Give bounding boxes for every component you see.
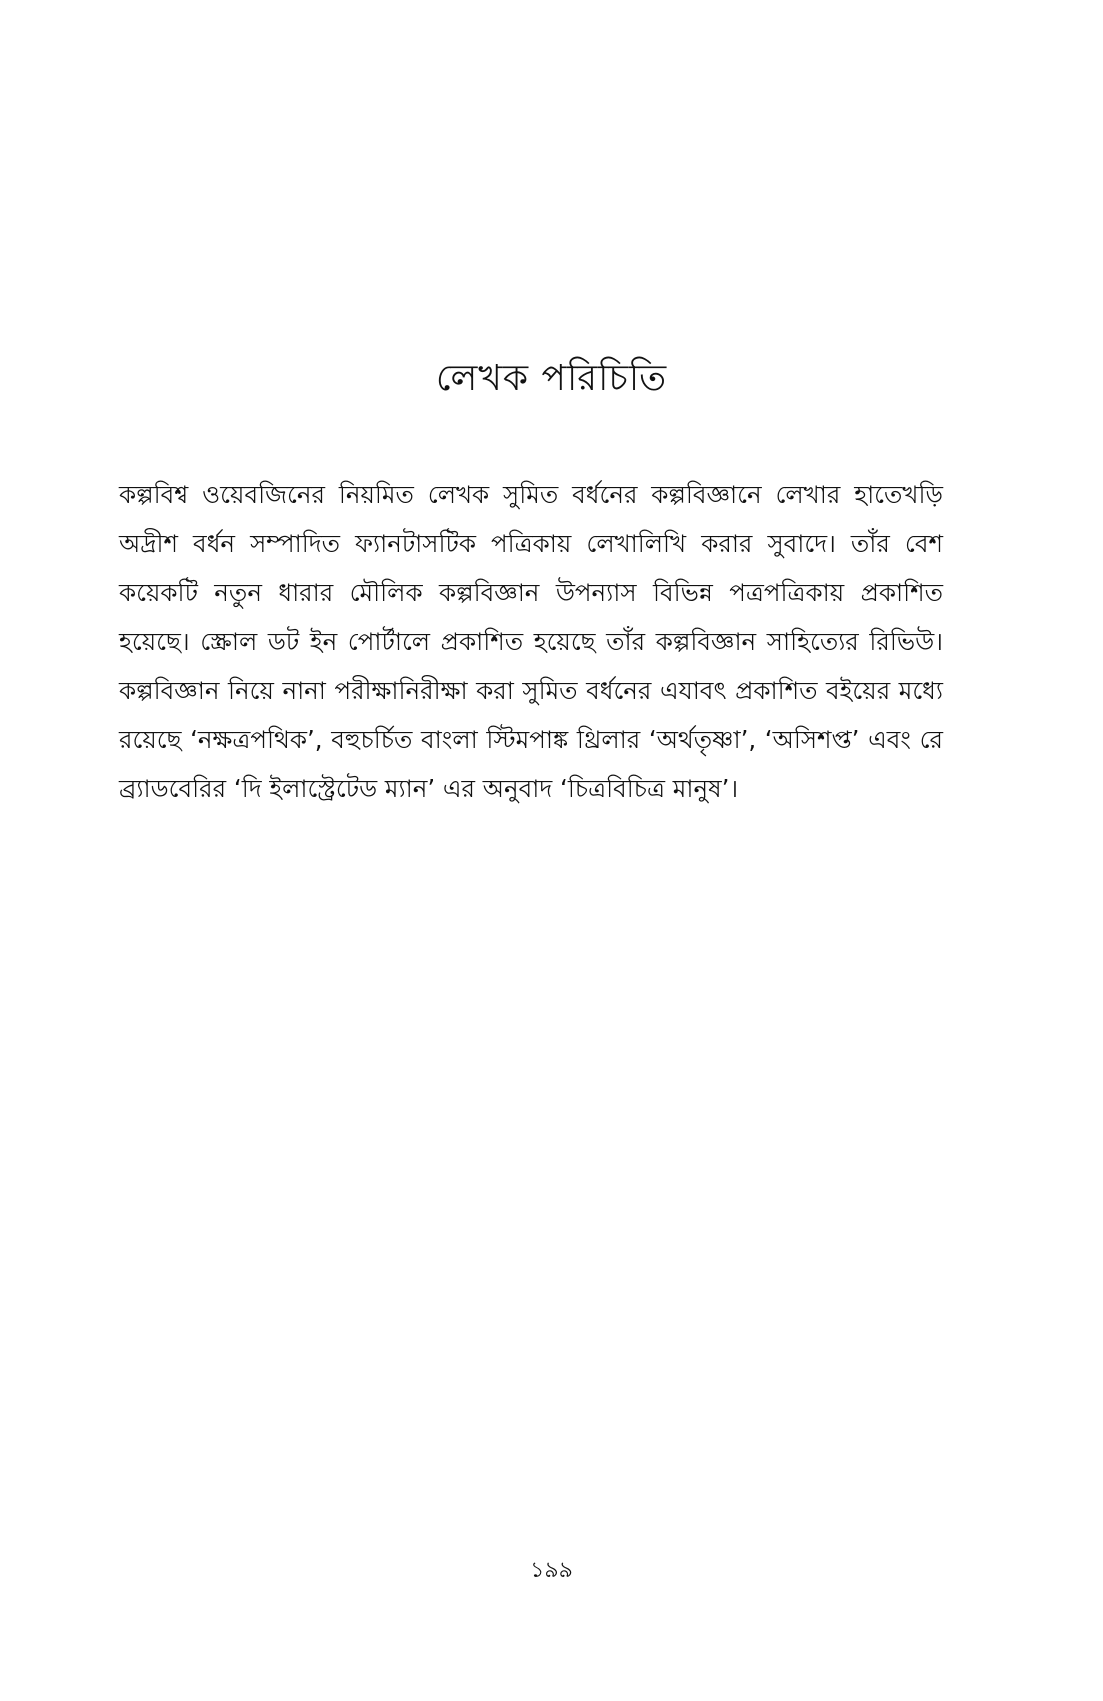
author-bio-paragraph: কল্পবিশ্ব ওয়েবজিনের নিয়মিত লেখক সুমিত বর্ধনের কল্পবিজ্ঞানে লেখার হাতেখড়ি অদ্রীশ বর্ধন সম্পাদিত ফ্যানটাসটিক পত্রিকায় লেখালিখি করার সুবাদে। তাঁর বেশ কয়েকটি নতুন ধারার মৌলিক কল্পবিজ্ঞান উপন্যাস বিভিন্ন পত্রপত্রিকায় প্রকাশিত হয়েছে। স্ক্রোল ডট ইন পোর্টালে প্রকাশিত হয়েছে তাঁর কল্পবিজ্ঞান সাহিত্যের রিভিউ। কল্পবিজ্ঞান নিয়ে নানা পরীক্ষানিরীক্ষা করা সুমিত বর্ধনের এযাবৎ প্রকাশিত বইয়ের মধ্যে রয়েছে ‘নক্ষত্রপথিক’, বহুচর্চিত বাংলা স্টিমপাঙ্ক থ্রিলার ‘অর্থতৃষ্ণা’, ‘অসিশপ্ত’ এবং রে ব্র্যাডবেরির ‘দি ইলাস্ট্রেটেড ম্যান’ এর অনুবাদ ‘চিত্রবিচিত্র মানুষ’। bbox=[119, 480, 943, 803]
page-number: ১৯৯ bbox=[530, 1558, 573, 1583]
page-title: লেখক পরিচিতি bbox=[435, 358, 668, 399]
